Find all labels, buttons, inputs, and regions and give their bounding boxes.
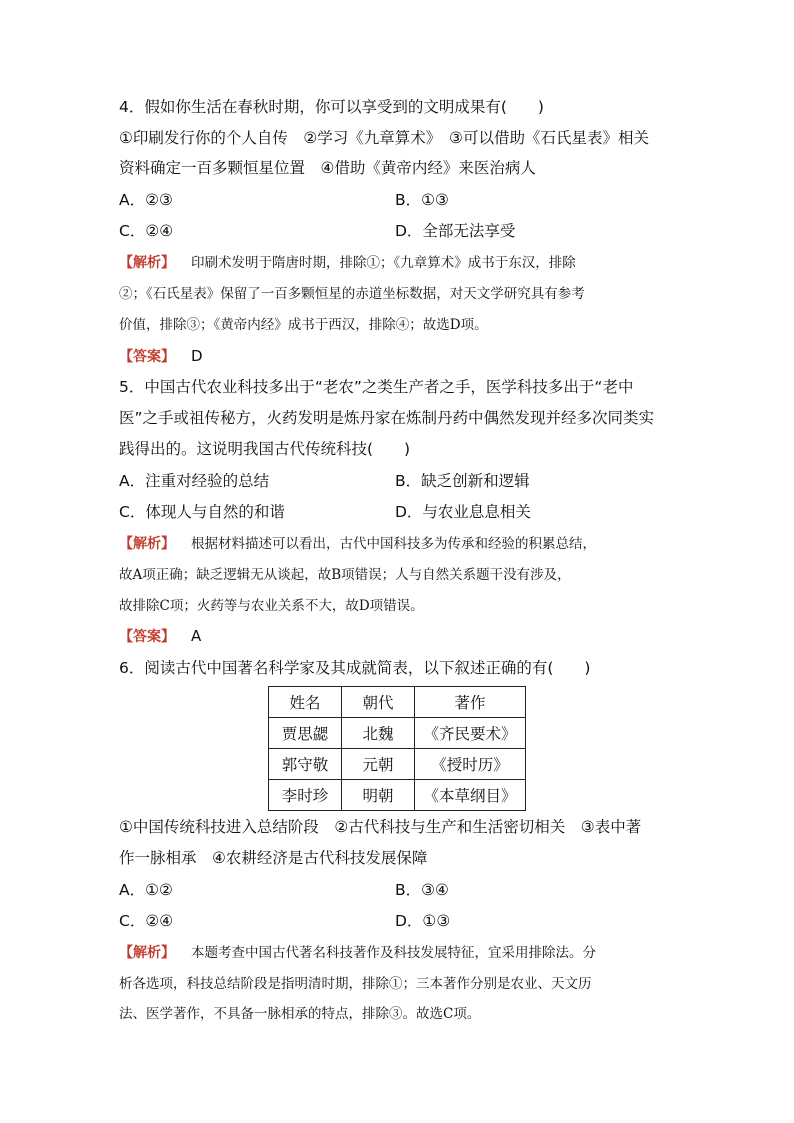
answer-tag: 【答案】 xyxy=(119,349,175,365)
q4-option-d: D．全部无法享受 xyxy=(395,222,516,240)
table-cell: 元朝 xyxy=(342,749,415,780)
q6-analysis-line-3: 法、医学著作，不具备一脉相承的特点，排除③。故选C项。 xyxy=(119,1006,481,1022)
q5-stem-line-1: 5．中国古代农业科技多出于“老农”之类生产者之手，医学科技多出于“老中 xyxy=(119,378,634,396)
q5-option-c: C．体现人与自然的和谐 xyxy=(119,503,285,521)
analysis-tag: 【解析】 xyxy=(119,536,175,552)
table-cell: 北魏 xyxy=(342,718,415,749)
q4-analysis-line-2: ②；《石氏星表》保留了一百多颗恒星的赤道坐标数据，对天文学研究具有参考 xyxy=(119,286,585,302)
table-cell: 郭守敬 xyxy=(269,749,342,780)
q4-answer-value: D xyxy=(191,347,203,365)
table-cell: 《授时历》 xyxy=(415,749,526,780)
q5-answer-value: A xyxy=(191,627,202,645)
q4-statement-line-2: 资料确定一百多颗恒星位置 ④借助《黄帝内经》来医治病人 xyxy=(119,159,536,177)
table-cell: 《齐民要术》 xyxy=(415,718,526,749)
table-row xyxy=(269,749,526,780)
q6-analysis-line-1 xyxy=(119,943,596,963)
q4-analysis-line-1 xyxy=(119,253,576,273)
q6-stem: 6．阅读古代中国著名科学家及其成就简表，以下叙述正确的有( ) xyxy=(119,659,591,677)
q6-analysis-line-2: 析各选项，科技总结阶段是指明清时期，排除①；三本著作分别是农业、天文历 xyxy=(119,976,592,992)
q4-analysis-text-1: 印刷术发明于隋唐时期，排除①；《九章算术》成书于东汉，排除 xyxy=(191,255,576,271)
q6-option-c: C．②④ xyxy=(119,912,174,930)
q5-option-d: D．与农业息息相关 xyxy=(395,503,531,521)
q6-option-b: B．③④ xyxy=(395,881,449,899)
q4-answer xyxy=(119,346,203,367)
q4-stem: 4．假如你生活在春秋时期，你可以享受到的文明成果有( ) xyxy=(119,98,544,116)
q5-analysis-line-2: 故A项正确；缺乏逻辑无从谈起，故B项错误；人与自然关系题干没有涉及， xyxy=(119,567,571,583)
q5-stem-line-2: 医”之手或祖传秘方，火药发明是炼丹家在炼制丹药中偶然发现并经多次同类实 xyxy=(119,409,655,427)
table-cell: 明朝 xyxy=(342,780,415,811)
q4-statement-line-1: ①印刷发行你的个人自传 ②学习《九章算术》 ③可以借助《石氏星表》相关 xyxy=(119,129,649,147)
analysis-tag: 【解析】 xyxy=(119,945,175,961)
answer-tag: 【答案】 xyxy=(119,629,175,645)
q5-stem-line-3: 践得出的。这说明我国古代传统科技( ) xyxy=(119,440,411,458)
analysis-tag: 【解析】 xyxy=(119,255,175,271)
table-cell: 李时珍 xyxy=(269,780,342,811)
table-header-cell: 朝代 xyxy=(342,687,415,718)
q4-option-a: A．②③ xyxy=(119,191,173,209)
q6-statement-line-1: ①中国传统科技进入总结阶段 ②古代科技与生产和生活密切相关 ③表中著 xyxy=(119,818,642,836)
scientist-table xyxy=(268,686,526,811)
q5-answer xyxy=(119,626,201,647)
q4-option-b: B．①③ xyxy=(395,191,449,209)
q5-analysis-line-1 xyxy=(119,534,596,554)
table-cell: 《本草纲目》 xyxy=(415,780,526,811)
table-header-cell: 姓名 xyxy=(269,687,342,718)
q5-analysis-line-3: 故排除C项；火药等与农业关系不大，故D项错误。 xyxy=(119,598,424,614)
q5-analysis-text-1: 根据材料描述可以看出，古代中国科技多为传承和经验的积累总结， xyxy=(191,536,596,552)
q5-option-a: A．注重对经验的总结 xyxy=(119,472,270,490)
q4-option-c: C．②④ xyxy=(119,222,174,240)
q5-option-b: B．缺乏创新和逻辑 xyxy=(395,472,530,490)
table-header-cell: 著作 xyxy=(415,687,526,718)
q6-option-d: D．①③ xyxy=(395,912,451,930)
q6-analysis-text-1: 本题考查中国古代著名科技著作及科技发展特征，宜采用排除法。分 xyxy=(191,945,596,961)
q4-analysis-line-3: 价值，排除③；《黄帝内经》成书于西汉，排除④；故选D项。 xyxy=(119,317,488,333)
table-row xyxy=(269,718,526,749)
table-header-row xyxy=(269,687,526,718)
q6-statement-line-2: 作一脉相承 ④农耕经济是古代科技发展保障 xyxy=(119,849,428,867)
table-cell: 贾思勰 xyxy=(269,718,342,749)
table-row xyxy=(269,780,526,811)
q6-option-a: A．①② xyxy=(119,881,173,899)
